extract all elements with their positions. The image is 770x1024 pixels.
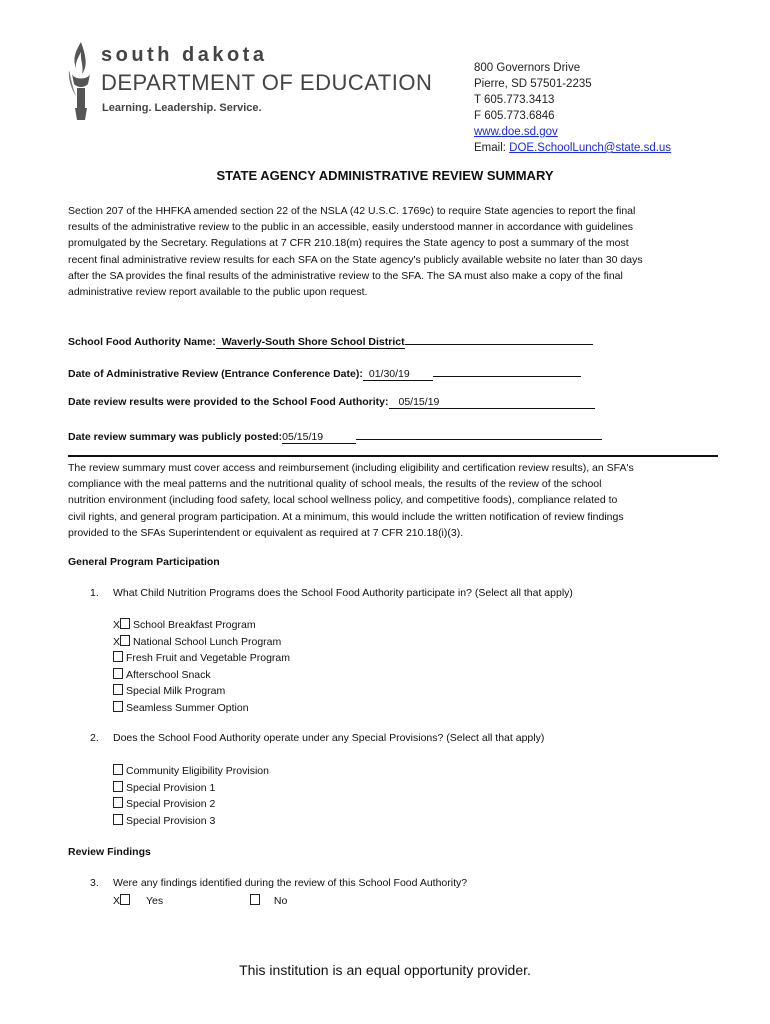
option-national-school-lunch: [113, 634, 290, 651]
contact-block: [474, 60, 671, 156]
intro-line: Section 207 of the HHFKA amended section 22 of the NSLA (42 U.S.C. 1769c) to require State agencies to report the final: [68, 205, 636, 217]
option-label: School Breakfast Program: [133, 619, 256, 631]
option-afterschool-snack: [113, 667, 290, 684]
checkbox[interactable]: [120, 618, 130, 629]
posted-date-label: Date review summary was publicly posted:: [68, 431, 283, 443]
option-community-eligibility: [113, 763, 269, 780]
option-label: Fresh Fruit and Vegetable Program: [126, 652, 291, 664]
option-school-breakfast: [113, 617, 290, 634]
question-number: 3.: [90, 877, 99, 889]
page-title: STATE AGENCY ADMINISTRATIVE REVIEW SUMMARY: [216, 168, 554, 183]
city-line: Pierre, SD 57501-2235: [474, 78, 592, 90]
option-special-milk: [113, 683, 290, 700]
logo-state-name: south dakota: [101, 44, 268, 66]
option-special-provision-1: [113, 780, 269, 797]
sfa-name-value: Waverly-South Shore School District: [216, 336, 405, 349]
question-text: What Child Nutrition Programs does the School Food Authority participate in? (Select all that apply): [113, 587, 573, 599]
question-number: 2.: [90, 732, 99, 744]
underline: [433, 364, 581, 377]
question-text: Does the School Food Authority operate under any Special Provisions? (Select all that apply): [113, 732, 545, 744]
checkbox[interactable]: [113, 668, 123, 679]
option-seamless-summer: [113, 700, 290, 717]
option-label: Special Provision 3: [126, 814, 216, 827]
results-date-value: 05/15/19: [389, 396, 595, 409]
fax-line: F 605.773.6846: [474, 110, 555, 122]
logo-department: DEPARTMENT OF EDUCATION: [101, 70, 433, 95]
question-2: [90, 732, 544, 744]
review-findings-heading: Review Findings: [68, 846, 151, 858]
yes-label: Yes: [145, 895, 164, 907]
option-label: Community Eligibility Provision: [126, 765, 269, 777]
intro-line: results of the administrative review to the public in an accessible, easily understood manner in accordance with guidelines: [68, 221, 633, 234]
no-label: No: [273, 895, 288, 907]
phone-line: T 605.773.3413: [474, 94, 555, 106]
coverage-line: civil rights, and general program participation. At a minimum, this would include the written notification of review findings: [68, 510, 624, 523]
yes-checkbox[interactable]: [120, 894, 130, 905]
website-link[interactable]: www.doe.sd.gov: [474, 126, 558, 138]
question-text: Were any findings identified during the review of this School Food Authority?: [113, 877, 468, 889]
review-date-label: Date of Administrative Review (Entrance Conference Date):: [68, 368, 363, 380]
option-special-provision-2: [113, 796, 269, 813]
coverage-paragraph: [68, 460, 716, 541]
no-checkbox[interactable]: [250, 894, 260, 905]
sfa-name-field: [68, 332, 593, 349]
findings-answer: [113, 894, 287, 907]
option-label: National School Lunch Program: [133, 635, 282, 648]
intro-line: promulgated by the Secretary. Regulations at 7 CFR 210.18(m) requires the State agency to post a summary of the most: [68, 237, 629, 250]
provision-options: [113, 763, 269, 829]
posted-date-field: [68, 427, 602, 444]
email-label: Email:: [474, 142, 506, 154]
checkbox[interactable]: [113, 781, 123, 792]
results-date-label: Date review results were provided to the School Food Authority:: [68, 396, 389, 408]
equal-opportunity-footer: This institution is an equal opportunity provider.: [239, 962, 531, 978]
coverage-line: compliance with the meal patterns and the nutritional quality of school meals, the results of the review of the school: [68, 478, 602, 491]
option-special-provision-3: [113, 813, 269, 830]
logo-tagline: Learning. Leadership. Service.: [102, 102, 262, 114]
intro-paragraph: [68, 203, 708, 300]
checkbox[interactable]: [113, 684, 123, 695]
question-1: [90, 587, 573, 599]
posted-date-value: 05/15/19: [282, 431, 356, 444]
coverage-line: The review summary must cover access and reimbursement (including eligibility and certification review results), an SFA's: [68, 462, 634, 474]
underline: [356, 427, 602, 440]
check-mark: X: [113, 619, 121, 631]
checkbox[interactable]: [120, 635, 130, 646]
option-label: Afterschool Snack: [126, 668, 211, 681]
option-label: Seamless Summer Option: [126, 701, 249, 714]
underline: [405, 332, 593, 345]
review-date-value: 01/30/19: [363, 368, 433, 381]
yes-mark: X: [113, 895, 121, 907]
program-options: [113, 617, 290, 716]
divider: [68, 455, 718, 457]
option-label: Special Milk Program: [126, 685, 226, 697]
general-participation-heading: General Program Participation: [68, 556, 220, 568]
check-mark: X: [113, 635, 121, 648]
sfa-name-label: School Food Authority Name:: [68, 336, 216, 348]
question-number: 1.: [90, 587, 99, 599]
option-fresh-fruit-vegetable: [113, 650, 290, 667]
email-link[interactable]: DOE.SchoolLunch@state.sd.us: [509, 142, 672, 154]
coverage-line: nutrition environment (including food safety, local school wellness policy, and competitive foods), compliance related to: [68, 494, 618, 507]
address-line: 800 Governors Drive: [474, 62, 581, 74]
question-3: [90, 877, 467, 889]
intro-line: recent final administrative review results for each SFA on the State agency's publicly available website no later than 30 days: [68, 253, 643, 266]
checkbox[interactable]: [113, 651, 123, 662]
sd-doe-logo: [66, 40, 433, 130]
checkbox[interactable]: [113, 814, 123, 825]
torch-icon: [66, 40, 96, 122]
results-date-field: [68, 396, 595, 409]
option-label: Special Provision 2: [126, 798, 216, 810]
checkbox[interactable]: [113, 701, 123, 712]
intro-line: administrative review report available to the public upon request.: [68, 286, 368, 299]
checkbox[interactable]: [113, 764, 123, 775]
intro-line: after the SA provides the final results of the administrative review to the SFA. The SA must also make a copy of the final: [68, 269, 623, 282]
option-label: Special Provision 1: [126, 781, 216, 794]
review-date-field: [68, 364, 581, 381]
coverage-line: provided to the SFAs Superintendent or equivalent as required at 7 CFR 210.18(i)(3).: [68, 526, 464, 539]
checkbox[interactable]: [113, 797, 123, 808]
